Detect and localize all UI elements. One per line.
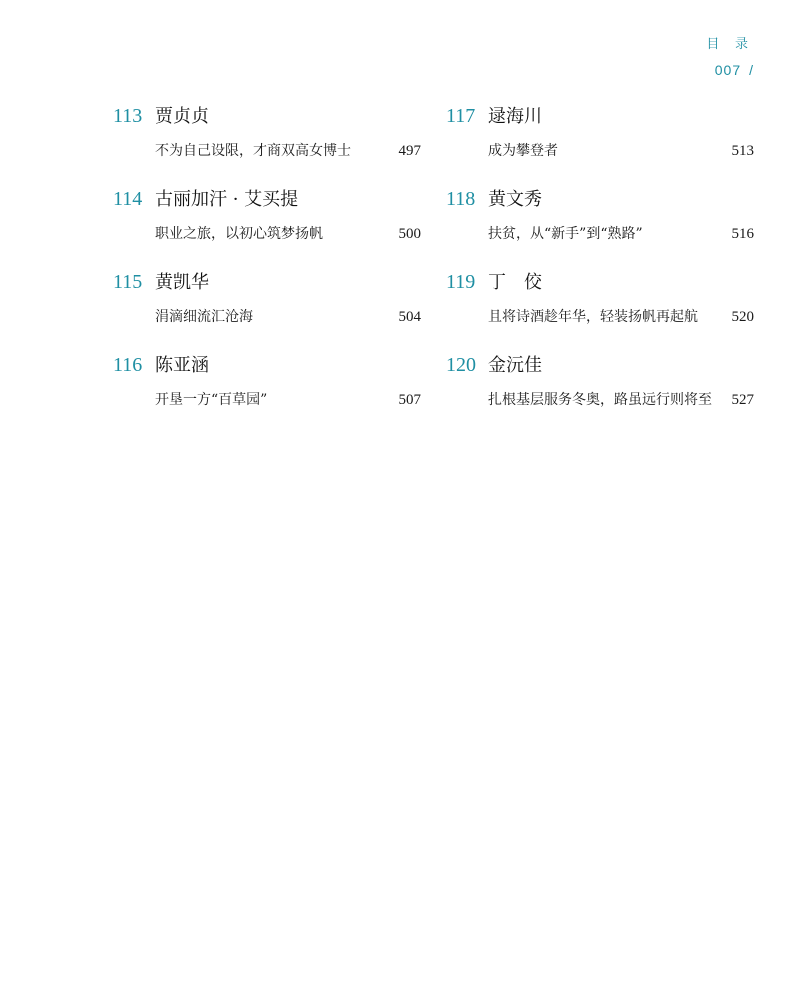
entry-page-number: 513 xyxy=(731,143,754,159)
entry-title: 扎根基层服务冬奥，路虽远行则将至 xyxy=(488,392,712,408)
toc-entry-116[interactable] xyxy=(113,351,421,434)
toc-entry-118[interactable] xyxy=(446,185,754,268)
entry-number: 119 xyxy=(446,271,476,293)
entry-page-number: 507 xyxy=(398,392,421,408)
entry-number: 116 xyxy=(113,354,143,376)
page-number-value: 007 xyxy=(714,62,742,78)
entry-title: 成为攀登者 xyxy=(488,143,558,159)
entry-person-name: 陈亚涵 xyxy=(155,355,209,376)
entry-person-name: 古丽加汗 · 艾买提 xyxy=(155,189,299,210)
toc-entry-114[interactable] xyxy=(113,185,421,268)
entry-number: 113 xyxy=(113,105,143,127)
entry-number: 115 xyxy=(113,271,143,293)
page-number xyxy=(706,62,754,78)
page-number-separator: / xyxy=(749,62,754,78)
toc-entry-119[interactable] xyxy=(446,268,754,351)
entry-page-number: 497 xyxy=(398,143,421,159)
entry-title: 开垦一方“百草园” xyxy=(155,392,268,408)
running-header xyxy=(706,36,754,78)
entry-person-name: 逯海川 xyxy=(488,106,542,127)
entry-page-number: 520 xyxy=(731,309,754,325)
toc-column-left xyxy=(113,102,421,434)
toc-entry-120[interactable] xyxy=(446,351,754,434)
entry-title: 不为自己设限，才商双高女博士 xyxy=(155,143,351,159)
entry-person-name: 金沅佳 xyxy=(488,355,542,376)
entry-number: 118 xyxy=(446,188,476,210)
toc-entry-115[interactable] xyxy=(113,268,421,351)
entry-page-number: 504 xyxy=(398,309,421,325)
entry-number: 120 xyxy=(446,354,476,376)
entry-title: 涓滴细流汇沧海 xyxy=(155,309,253,325)
entry-person-name: 黄凯华 xyxy=(155,272,209,293)
entry-title: 职业之旅，以初心筑梦扬帆 xyxy=(155,226,323,242)
toc-column-right xyxy=(446,102,754,434)
entry-page-number: 527 xyxy=(731,392,754,408)
toc-entry-113[interactable] xyxy=(113,102,421,185)
entry-title: 且将诗酒趁年华，轻装扬帆再起航 xyxy=(488,309,698,325)
entry-person-name: 丁 佼 xyxy=(488,272,542,293)
toc-entry-117[interactable] xyxy=(446,102,754,185)
entry-person-name: 黄文秀 xyxy=(488,189,542,210)
entry-number: 114 xyxy=(113,188,143,210)
section-title: 目 录 xyxy=(706,36,754,51)
entry-page-number: 516 xyxy=(731,226,754,242)
entry-title: 扶贫，从“新手”到“熟路” xyxy=(488,226,643,242)
entry-person-name: 贾贞贞 xyxy=(155,106,209,127)
entry-number: 117 xyxy=(446,105,476,127)
entry-page-number: 500 xyxy=(398,226,421,242)
